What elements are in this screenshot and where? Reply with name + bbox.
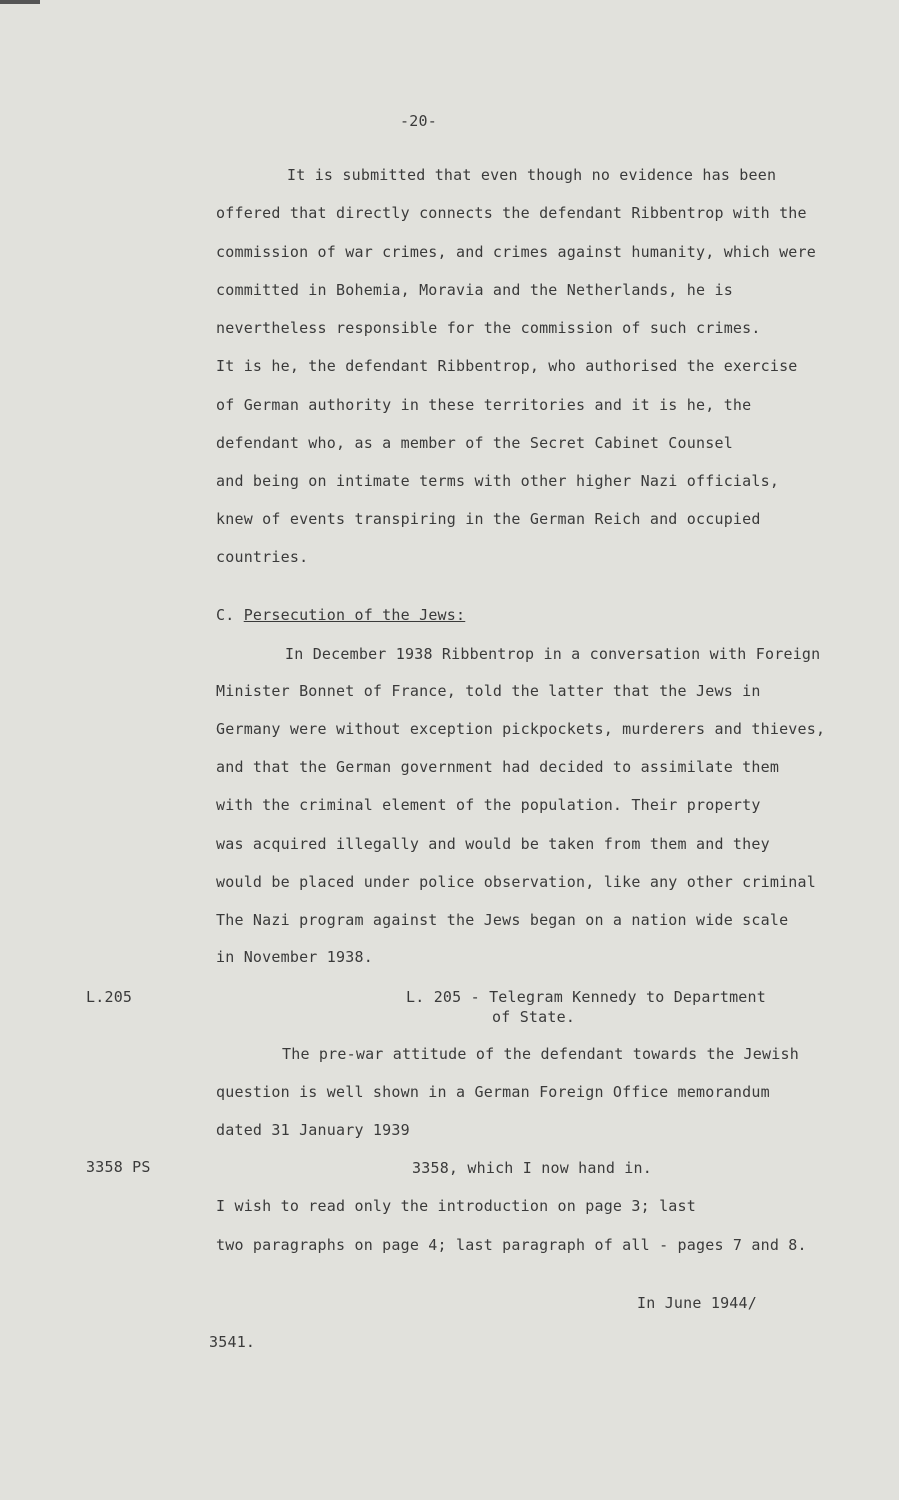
section-c-title: Persecution of the Jews:: [243, 606, 466, 624]
paragraph-2-line: In December 1938 Ribbentrop in a conversation with Foreign: [285, 645, 821, 663]
citation-3358-line: 3358, which I now hand in.: [412, 1159, 652, 1177]
citation-l205-line: L. 205 - Telegram Kennedy to Department: [406, 988, 766, 1006]
paragraph-1-line: of German authority in these territories and it is he, the: [216, 396, 752, 414]
paragraph-4-line: I wish to read only the introduction on page 3; last: [216, 1197, 696, 1215]
paragraph-1-line: It is he, the defendant Ribbentrop, who authorised the exercise: [216, 357, 798, 375]
paragraph-1-line: commission of war crimes, and crimes against humanity, which were: [216, 243, 816, 261]
margin-note-l205: L.205: [86, 988, 133, 1006]
paragraph-2-line: in November 1938.: [216, 948, 373, 966]
paragraph-1-line: nevertheless responsible for the commission of such crimes.: [216, 319, 761, 337]
paragraph-1-line: countries.: [216, 548, 309, 566]
paragraph-3-line: dated 31 January 1939: [216, 1121, 410, 1139]
section-c-heading: [216, 606, 465, 624]
scan-edge-mark: [0, 0, 40, 4]
paragraph-2-line: and that the German government had decided to assimilate them: [216, 758, 780, 776]
citation-l205-line: of State.: [492, 1008, 576, 1026]
paragraph-1-line: defendant who, as a member of the Secret Cabinet Counsel: [216, 434, 733, 452]
margin-note-3358ps: 3358 PS: [86, 1158, 151, 1176]
section-c-letter: C.: [216, 606, 235, 624]
paragraph-3-line: question is well shown in a German Foreign Office memorandum: [216, 1083, 770, 1101]
continuation-text: In June 1944/: [637, 1294, 757, 1312]
paragraph-2-line: with the criminal element of the population. Their property: [216, 796, 761, 814]
footer-number: 3541.: [209, 1333, 256, 1351]
paragraph-1-line: knew of events transpiring in the German Reich and occupied: [216, 510, 761, 528]
paragraph-2-line: The Nazi program against the Jews began on a nation wide scale: [216, 911, 789, 929]
paragraph-1-line: offered that directly connects the defendant Ribbentrop with the: [216, 204, 807, 222]
paragraph-3-line: The pre-war attitude of the defendant towards the Jewish: [282, 1045, 799, 1063]
paragraph-2-line: would be placed under police observation, like any other criminal: [216, 873, 816, 891]
paragraph-2-line: was acquired illegally and would be taken from them and they: [216, 835, 770, 853]
page-number: -20-: [400, 112, 437, 130]
paragraph-1-line: and being on intimate terms with other higher Nazi officials,: [216, 472, 780, 490]
paragraph-4-line: two paragraphs on page 4; last paragraph of all - pages 7 and 8.: [216, 1236, 807, 1254]
paragraph-2-line: Germany were without exception pickpockets, murderers and thieves,: [216, 720, 826, 738]
paragraph-1-line: It is submitted that even though no evidence has been: [287, 166, 777, 184]
paragraph-1-line: committed in Bohemia, Moravia and the Netherlands, he is: [216, 281, 733, 299]
paragraph-2-line: Minister Bonnet of France, told the latter that the Jews in: [216, 682, 761, 700]
